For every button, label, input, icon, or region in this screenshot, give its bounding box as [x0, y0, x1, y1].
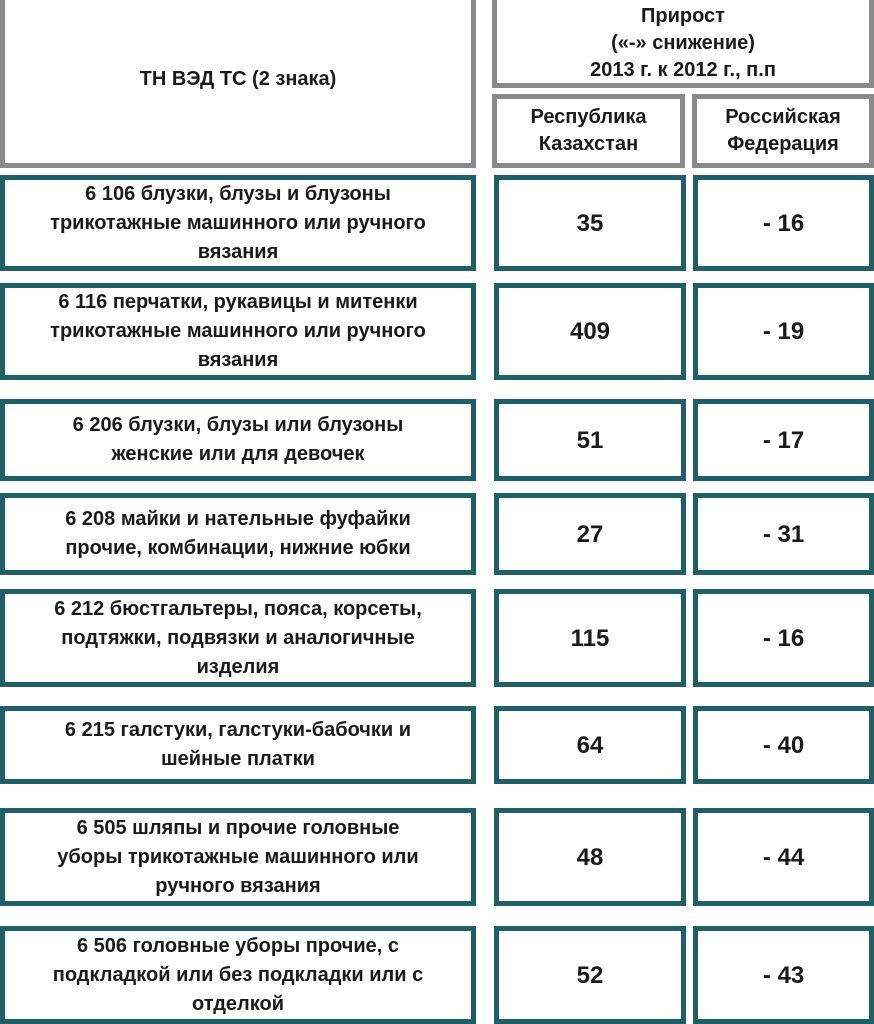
row-3-line-2: женские или для девочек	[111, 443, 365, 465]
row-1-line-3: вязания	[197, 240, 279, 263]
row-8-kz-value: 52	[494, 926, 686, 1024]
table-row-5-description	[0, 589, 476, 687]
row-3-kz-value: 51	[494, 399, 686, 481]
table-row-6-description	[0, 706, 476, 784]
row-8-line-1: 6 506 головные уборы прочие, с	[76, 934, 399, 957]
row-5-kz-value: 115	[494, 589, 686, 687]
row-6-line-1: 6 215 галстуки, галстуки-бабочки и	[64, 719, 412, 741]
header-kz-line-1: Республика	[530, 106, 647, 128]
header-ru-line-2: Федерация	[727, 133, 839, 155]
row-1-line-1: 6 106 блузки, блузы и блузоны	[85, 182, 391, 205]
header-growth-line-2: («-» снижение)	[611, 31, 755, 54]
row-4-line-2: прочие, комбинации, нижние юбки	[65, 537, 411, 559]
row-8-ru-value: - 43	[693, 926, 874, 1024]
header-russia	[692, 94, 874, 168]
table-row-2-description	[0, 283, 476, 380]
row-4-kz-value: 27	[494, 493, 686, 575]
table-row-4-description	[0, 493, 476, 575]
row-8-line-3: отделкой	[191, 992, 285, 1015]
row-3-line-1: 6 206 блузки, блузы или блузоны	[72, 414, 404, 436]
row-5-line-1: 6 212 бюстгальтеры, пояса, корсеты,	[54, 597, 422, 620]
row-7-line-1: 6 505 шляпы и прочие головные	[76, 816, 400, 839]
row-5-line-2: подтяжки, подвязки и аналогичные	[61, 626, 415, 649]
row-7-ru-value: - 44	[693, 808, 874, 906]
row-2-ru-value: - 19	[693, 283, 874, 380]
row-1-ru-value: - 16	[693, 175, 874, 271]
header-kz-line-2: Казахстан	[538, 133, 639, 155]
table-row-8-description	[0, 926, 476, 1024]
header-code-column	[0, 0, 476, 168]
row-1-line-2: трикотажные машинного или ручного	[50, 211, 426, 234]
table-row-1-description	[0, 175, 476, 271]
row-2-line-1: 6 116 перчатки, рукавицы и митенки	[58, 291, 418, 313]
row-1-kz-value: 35	[494, 175, 686, 271]
row-2-line-2: трикотажные машинного или ручного	[50, 320, 426, 342]
header-kazakhstan	[492, 94, 685, 168]
table-row-3-description	[0, 399, 476, 481]
row-7-line-2: уборы трикотажные машинного или	[57, 845, 419, 868]
row-6-line-2: шейные платки	[161, 748, 315, 770]
row-7-kz-value: 48	[494, 808, 686, 906]
row-3-ru-value: - 17	[693, 399, 874, 481]
row-2-line-3: вязания	[197, 349, 279, 371]
table-row-7-description	[0, 808, 476, 906]
header-code-label: ТН ВЭД ТС (2 знака)	[139, 67, 337, 90]
row-2-kz-value: 409	[494, 283, 686, 380]
header-growth-line-1: Прирост	[641, 4, 725, 27]
row-4-ru-value: - 31	[693, 493, 874, 575]
row-6-ru-value: - 40	[693, 706, 874, 784]
row-7-line-3: ручного вязания	[155, 874, 321, 897]
row-5-line-3: изделия	[196, 655, 280, 678]
row-8-line-2: подкладкой или без подкладки или с	[52, 963, 424, 986]
header-growth-line-3: 2013 г. к 2012 г., п.п	[590, 58, 776, 81]
header-growth	[492, 0, 874, 88]
header-ru-line-1: Российская	[725, 106, 841, 128]
row-5-ru-value: - 16	[693, 589, 874, 687]
row-4-line-1: 6 208 майки и нательные фуфайки	[65, 508, 411, 530]
row-6-kz-value: 64	[494, 706, 686, 784]
